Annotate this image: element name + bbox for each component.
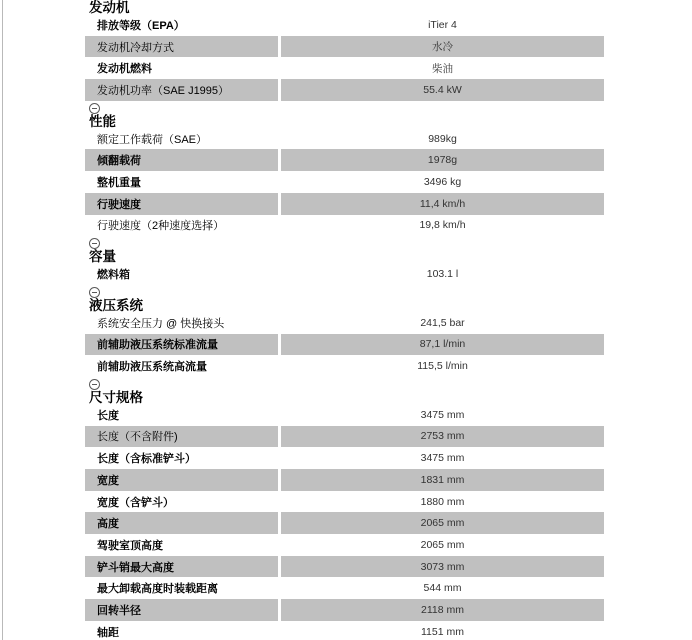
spec-label: 整机重量 [97,176,141,189]
spec-value: 柴油 [432,62,453,75]
spec-label: 长度（不含附件) [85,426,278,448]
spec-value: 103.1 l [426,268,459,281]
spec-label: 系统安全压力 @ 快换接头 [97,317,225,330]
spec-value: 87,1 l/min [281,334,604,356]
spec-row [85,79,604,101]
spec-row [85,171,604,193]
spec-row [85,512,604,534]
spec-value: 989kg [428,132,457,145]
section-title: 液压系统 [89,297,143,313]
spec-row [85,149,604,171]
left-panel-border [2,0,3,640]
spec-label: 行驶速度（2种速度选择） [97,220,225,233]
spec-row [85,469,604,491]
spec-value: 11,4 km/h [281,193,604,215]
collapse-section-icon[interactable] [89,103,100,114]
spec-row [85,491,604,513]
spec-label: 长度（含标准铲斗） [97,453,196,466]
section-title: 发动机 [89,0,130,15]
spec-row [85,14,604,36]
collapse-section-icon[interactable] [89,379,100,390]
spec-label: 前辅助液压系统标准流量 [85,334,278,356]
spec-label: 发动机功率（SAE J1995） [85,79,278,101]
spec-row [85,355,604,377]
spec-label: 驾驶室顶高度 [97,539,163,552]
spec-row [85,534,604,556]
spec-label: 行驶速度 [85,193,278,215]
spec-value: 1831 mm [281,469,604,491]
spec-label: 额定工作载荷（SAE） [97,133,208,146]
spec-value: 2118 mm [281,599,604,621]
spec-value: 水冷 [281,36,604,58]
section-title: 性能 [89,113,116,129]
spec-value: 1978g [281,149,604,171]
spec-row [85,404,604,426]
spec-row [85,426,604,448]
spec-value: 1151 mm [421,625,464,638]
spec-label: 宽度（含铲斗） [97,496,174,509]
spec-row [85,128,604,150]
spec-row [85,312,604,334]
spec-value: 115,5 l/min [417,360,468,373]
spec-row [85,556,604,578]
spec-value: 2065 mm [420,538,465,551]
spec-label: 发动机燃料 [97,63,152,76]
spec-value: 3073 mm [281,556,604,578]
spec-value: 19,8 km/h [419,219,466,232]
spec-label: 宽度 [85,469,278,491]
spec-label: 高度 [85,512,278,534]
spec-value: 3475 mm [420,408,465,421]
spec-row [85,334,604,356]
spec-row [85,57,604,79]
spec-label: 铲斗销最大高度 [85,556,278,578]
spec-row [85,36,604,58]
spec-label: 前辅助液压系统高流量 [97,361,207,374]
spec-label: 最大卸载高度时装载距离 [97,583,218,596]
collapse-section-icon[interactable] [89,238,100,249]
spec-value: iTier 4 [428,18,457,31]
spec-label: 燃料箱 [97,269,130,282]
spec-value: 241,5 bar [420,316,465,329]
spec-value: 2065 mm [281,512,604,534]
spec-value: 55.4 kW [281,79,604,101]
section-title: 容量 [89,249,116,265]
spec-value: 3496 kg [423,175,462,188]
spec-row [85,599,604,621]
spec-label: 倾翻载荷 [85,149,278,171]
spec-value: 2753 mm [281,426,604,448]
spec-label: 长度 [97,409,119,422]
spec-row [85,193,604,215]
spec-row [85,447,604,469]
spec-row [85,215,604,237]
collapse-section-icon[interactable] [89,287,100,298]
spec-label: 发动机冷却方式 [85,36,278,58]
spec-label: 排放等级（EPA） [97,19,185,32]
spec-label: 回转半径 [85,599,278,621]
spec-value: 544 mm [423,582,462,595]
spec-value: 1880 mm [420,495,465,508]
spec-value: 3475 mm [420,452,465,465]
spec-row [85,577,604,599]
spec-table [85,1,604,640]
spec-label: 轴距 [97,626,119,639]
spec-row [85,621,604,640]
spec-row [85,263,604,285]
section-title: 尺寸规格 [89,389,143,405]
